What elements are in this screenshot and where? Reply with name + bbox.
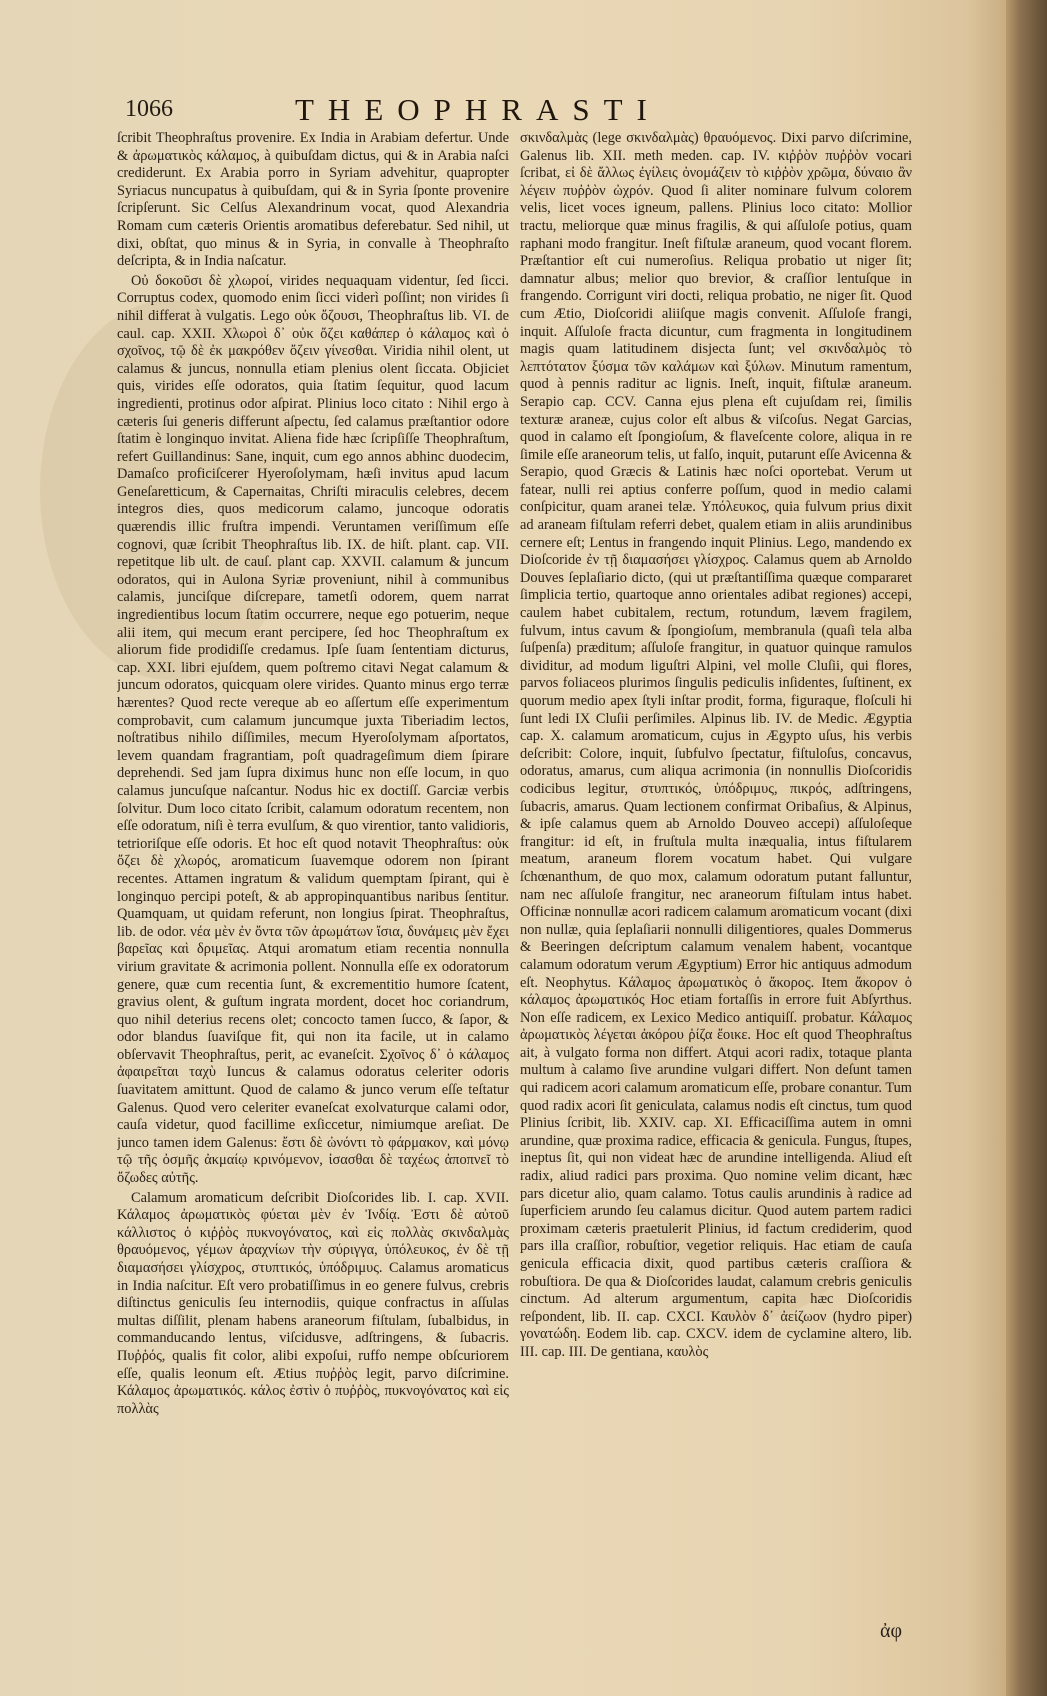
paragraph: σκινδαλμὰς (lege σκινδαλμὰς) θραυόμενος. Dixi parvo diſcrimine, Galenus lib. XII. meth meden. cap. IV. κιῤῥὸν πυῤῥὸν vocari ſcribat, εἰ δὲ ἄλλως ἐγίλεις ὀνομάζειν τὸ κιῤῥὸν χρῶμα, δύναιο ἂν λέγειν πυῤῥὸν ὠχρόν. Quod ſi aliter nominare fulvum colorem velis, licet voces igneum, pallens. Plinius loco citato: Mollior tractu, meliorque quæ minus fragilis, & qui aſſuloſe potius, quam raphani modo frangitur. Ineſt fiſtulæ araneum, quod vocant florem. Præſtantior eſt cui numeroſius. Reliqua probatio ut niger ſit; damnatur albus; melior quo brevior, & craſſior lentuſque in frangendo. Corrigunt viri docti, reliqua probatio, ne niger ſit. Quod cum Ætio, Dioſcoridi aliiſque magis convenit. Aſſuloſe frangi, inquit. Aſſuloſe fracta dicuntur, cum fragmenta in longitudinem magis quam latitudinem disjecta ſunt; vel σκινδαλμὸς τὸ λεπτότατον ξύσμα τῶν καλάμων καὶ ξύλων. Minutum ramentum, quod à pennis raditur ac lignis. Ineſt, inquit, fiſtulæ araneum. Serapio cap. CCV. Canna ejus plena eſt cujuſdam rei, ſimilis texturæ araneæ, cujus color eſt albus & viſcoſus. Negat Garcias, quod in calamo eſt ſpongioſum, & flaveſcente colore, aliqua in re ſimile eſſe araneorum telis, ut falſo, inquit, putarunt eſſe Avicenna & Serapio, quod Græcis & Latinis hæc noſci oportebat. Verum ut fatear, nulli rei aptius conferre poſſum, quod in medio calami conſpicitur, quam aranei telæ. Υπόλευκος, quia fulvum prius dixit ad araneam fiſtulam referri debet, qualem etiam in aliis arundinibus cernere eſt; Lentus in frangendo inquit Plinius. Lego, mandendo ex Dioſcoride ἐν τῇ διαμασήσει γλίσχρος. Calamus quem ab Arnoldo Douves ſeplaſiario dicto, (qui ut præſtantiſſima quæque compararet ſimplicia tertio, quartoque anno orientales adibat regiones) accepi, caulem habet cubitalem, rectum, rotundum, lævem fragilem, fulvum, intus cavum & ſpongioſum, membranula (quaſi tela alba ſuſpenſa) præditum; aſſuloſe frangitur, in quatuor quinque ramulos dividitur, ad modum liguſtri Alpini, vel molle Cluſii, qui flores, parvos foliaceos plurimos ſingulis pediculis inſidentes, ſuſtinent, ex quorum medio apex ſtyli inſtar prodit, forma, figuraque, floſculi hi ſunt ledi IX Cluſii perſimiles. Alpinus lib. IV. de Medic. Ægyptia cap. X. calamum aromaticum, cujus in Ægypto uſus, his verbis deſcribit: Colore, inquit, ſubfulvo ſpectatur, fiſtuloſus, concavus, odoratus, amarus, cum aliqua acrimonia (in nonnullis Dioſcoridis codicibus legitur, στυπτικός, ὑπόδριμυς, πικρός, adſtringens, ſubacris, amarus. Quam lectionem confirmat Oribaſius, & Alpinus, & ipſe calamus quem ab Arnoldo Douveo accepi) aſſuloſeque frangitur: id eſt, in fruſtula multa inæqualia, intus fiſtularem meatum, araneum florem vocatum habet. Qui vulgare ſchœnanthum, de quo mox, calamum odoratum putant falluntur, nam nec aſſuloſe frangitur, nec araneorum fiſtulam intus habet. Officinæ nonnullæ acori radicem calamum aromaticum vocant (dixi non nullæ, quia ſeplaſiarii nonnulli diligentiores, quales Dommerus & Beeringen deſcriptum calamum venalem habent, vocantque calamum odoratum verum Ægyptium) Error hic antiquus admodum eſt. Neophytus. Κάλαμος ἀρωματικὸς ὁ ἄκορος. Item ἄκορον ὁ κάλαμος ἀρωματικός Hoc etiam fortaſſis in errore fuit Abſyrthus. Non eſſe radicem, ex Lexico Medico antiquiſſ. probatur. Κάλαμος ἀρωματικὸς λέγεται ἀκόρου ῥίζα ἔοικε. Hoc eſt quod Theophraſtus ait, à vulgato forma non differt. Atqui acori radix, totaque planta multum à calamo ſive arundine vulgari differt. Non deſunt tamen qui radicem acori calamum aromaticum eſſe, probare conantur. Tum quod radix acori ſit geniculata, calamus nodis eſt cinctus, tum quod Plinius ſcribit, lib. XXIV. cap. XI. Efficaciſſima autem in omni arundine, quæ proxima radice, efficacia & genicula. Fungus, ſtupes, ineptus ſit, qui non videat hæc de arundine intelligenda. Aliud eſt radix, aliud radici pars proxima. Quo nomine velim dicant, hæc pars dicetur alio, quam calamo. Totus caulis arundinis à radice ad ſuperficiem arundo ſeu calamus dicitur. Quod autem partem radici proximam cæteris praetulerit Plinius, id factum crediderim, quod pars illa craſſior, robuſtior, vegetior reliquis. Hac etiam de cauſa genicula efficacia dixit, quod partibus cæteris craſſiora & robuſtiora. De qua & Dioſcorides laudat, calamum crebris geniculis cinctum. Ad alterum argumentum, capita hæc Dioſcoridis reſpondent, lib. II. cap. CXCI. Καυλὸν δ᾽ ἀείζωον (hydro piper) γονατώδη. Eodem lib. cap. CXCV. idem de cyclamine altero, lib. III. cap. III. De gentiana, καυλὸς [520, 130, 912, 1360]
paragraph: Calamum aromaticum deſcribit Dioſcorides lib. I. cap. XVII. Κάλαμος ἀρωματικὸς φύεται μὲν ἐν Ἰνδίᾳ. Ἐστι δὲ αὐτοῦ κάλλιστος ὁ κιῤῥὸς πυκνογόνατος, καὶ εἰς πολλὰς σκινδαλμὰς θραυόμενος, γέμων ἀραχνίων τὴν σύριγγα, ὑπόλευκος, ἐν δὲ τῇ διαμασήσει γλίσχρος, στυπτικός, ὑπόδριμυς. Calamus aromaticus in India naſcitur. Eſt vero probatiſſimus in eo genere fulvus, crebris diſtinctus geniculis ſeu internodiis, quique confractus in aſſulas multas diſſilit, plenam habens araneorum fiſtulam, ſubalbidus, in commanducando lentus, viſcidusve, adſtringens, & ſubacris. Πυῤῥός, qualis fit color, alibi expoſui, ruffo nempe obſcuriorem eſſe, qualis leonum eſt. Ætius πυῤῥὸς legit, parvo diſcrimine. Κάλαμος ἀρωματικός. κάλος ἐστὶν ὁ πυῤῥὸς, πυκνογόνατος καὶ εἰς πολλὰς [117, 1189, 509, 1417]
paragraph: Οὐ δοκοῦσι δὲ χλωροί, virides nequaquam videntur, ſed ſicci. Corruptus codex, quomodo enim ſicci viderì poſſint; non virides ſi nihil differat à vulgatis. Lego οὐκ ὄζουσι, Theophraſtus lib. VI. de caul. cap. XXII. Χλωροὶ δ᾽ οὐκ ὄζει καθάπερ ὁ κάλαμος καὶ ὁ σχοῖνος, τῷ δὲ ἐκ μακρόθεν ὄζειν γίνεσθαι. Viridia nihil olent, ut calamus & juncus, nonnulla etiam plenius olent ſiccata. Objiciet quis, virides eſſe odoratos, quia ſtatim ſequitur, quod lacum ingredienti, protinus odor aſpirat. Plinius loco citato : Nihil ergo à cæteris ſui generis differunt aſpectu, ſed calamus præſtantior odore ſtatim è longinquo invitat. Aliena fide hæc ſcripſiſſe Theophraſtum, refert Guillandinus: Sane, inquit, cum ego annos abhinc duodecim, Damaſco proficiſcerer Hyeroſolymam, hæſi invitus apud lacum Geneſaretticum, & Capernaitas, Chriſti miraculis celebres, decem integros dies, quos medicorum calamo, juncoque odoratis quærendis illic fruſtra impendi. Veruntamen veriſſimum eſſe cognovi, quæ ſcribit Theophraſtus lib. IX. de hiſt. plant. cap. VII. repetitque lib ult. de cauſ. plant cap. XXVII. calamum & juncum odoratos, qui in Aulona Syriæ proveniunt, nihil à communibus calamis, junciſque diſcrepare, tametſi odorem, quem narrat ingredientibus locum ſtatim occurrere, neque ego potuerim, neque alii item, qui mecum erant percipere, ſed hoc Theophraſtum ex aliorum fide prodidiſſe credamus. Ipſe ſuam ſententiam dicturus, cap. XXI. libri ejuſdem, quem poſtremo citavi Negat calamum & juncum odoratos, quicquam olere virides. Quanto minus ergo terræ hærentes? Quod recte vereque ab eo aſſertum eſſe experimentum comprobavit, cum calamum juncumque juxta Tiberiadim lectos, noſtratibus nihilo diſſimiles, mecum Hyeroſolymam aſportatos, levem quandam fragrantiam, poſt quadrageſimum diem ſpirare deprehendi. Sed jam ſupra diximus hunc non eſſe locum, in quo calamus juncuſque naſcantur. Nodus hic ex doctiſſ. Garciæ verbis ſolvitur. Dum loco citato ſcribit, calamum odoratum recentem, non eſſe odoratum, niſi è terra evulſum, & quo virentior, tanto validioris, tetrioriſque eſſe odoris. Et hoc eſt quod notavit Theophraſtus: οὐκ ὄζει δὲ χλωρός, aromaticum ſuavemque odorem non ſpirant recentes. Attamen ingratum & validum quemptam ſpirant, qui è longinquo percipi poteſt, & ab appropinquantibus naribus ſentitur. Quamquam, ut quidam referunt, non longius ſpirat. Theophraſtus, lib. de odor. νέα μὲν ἐν ὄντα τῶν ἀρωμάτων ἴσια, δυνάμεις μὲν ἔχει βαρεῖας καὶ δριμεῖας. Atqui aromatum etiam recentia nonnulla virium gravitate & acrimonia pollent. Nonnulla eſſe ex odoratorum genere, quæ cum recentia ſunt, & excrementitio humore ſcatent, gravius olent, & guſtum ingrata mordent, docet hoc coriandrum, quo nihil deterius recens olet; concocto tamen ſucco, & ſapor, & odor blandus ſuaviſque fit, qui non ita facile, ut in calamo obſervavit Theophraſtus, perit, ac evaneſcit. Σχοῖνος δ᾽ ὁ κάλαμος ἀφαιρεῖται ταχὺ Iuncus & calamus odoratus celeriter odoris ſuavitatem amittunt. Quod de calamo & junco verum eſſe teſtatur Galenus. Quod vero celeriter evaneſcat exolvaturque calami odor, cauſa videtur, quod facillime exſiccetur, nimiumque areſiat. De junco tamen idem Galenus: ἔστι δὲ ὠνόντι τὸ φάρμακον, καὶ μόνῳ τῷ τῆς ὀσμῆς ἀκμαίῳ κρινόμενον, ἰσασθαι δὲ ταχέως ἀποπνεῖ τὸ ὄζωδες αὐτῆς. [117, 272, 509, 1187]
catchword: ἀφ [880, 1620, 903, 1642]
page-number: 1066 [125, 96, 173, 122]
running-head: THEOPHRASTI [295, 92, 661, 127]
left-column [117, 130, 509, 1630]
book-gutter-edge [1006, 0, 1047, 1696]
right-column [520, 130, 912, 1630]
paragraph: ſcribit Theophraſtus provenire. Ex India in Arabiam defertur. Unde & ἀρωματικὸς κάλαμος, à quibuſdam dictus, qui & in Arabia naſci crediderunt. Ex Arabia porro in Syriam advehitur, quapropter Syriacus nuncupatus à quibuſdam, qui & in Syria ſponte provenire ſcripſerunt. Sic Celſus Alexandrinum vocat, quod Alexandria Romam cum cæteris Orientis aromatibus deferebatur. Sed nihil, ut dixi, obſtat, quo minus & in Syria, in convalle à Theophraſto deſcripta, & in India naſcatur. [117, 130, 509, 270]
page-header [125, 92, 905, 132]
